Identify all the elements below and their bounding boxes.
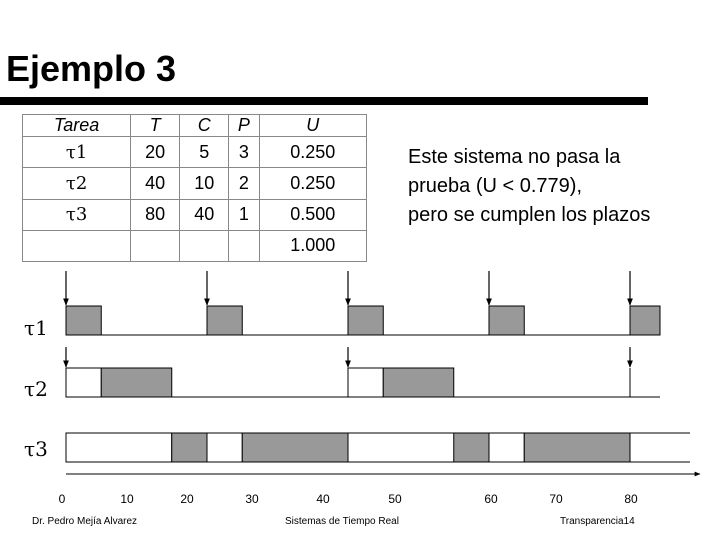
footer-author: Dr. Pedro Mejía Alvarez — [32, 516, 138, 527]
axis-tick-label: 30 — [245, 492, 259, 506]
axis-tick-label: 10 — [120, 492, 134, 506]
axis-tick-label: 20 — [180, 492, 194, 506]
idle-slot — [66, 433, 172, 462]
execution-block — [383, 368, 454, 397]
table-cell: 10 — [180, 168, 229, 199]
axis-tick-label: 80 — [624, 492, 638, 506]
table-cell: 80 — [131, 199, 180, 230]
slide-title: Ejemplo 3 — [6, 48, 177, 89]
table-cell: τ2 — [23, 168, 131, 199]
idle-slot — [348, 368, 383, 397]
execution-block — [348, 306, 383, 335]
execution-block — [454, 433, 489, 462]
footer-page: Transparencia14 — [560, 516, 635, 527]
header-computation: C — [180, 115, 229, 137]
axis-tick-label: 40 — [316, 492, 330, 506]
table-cell: 40 — [180, 199, 229, 230]
execution-block — [524, 433, 630, 462]
task-label: τ3 — [24, 437, 48, 461]
execution-block — [207, 306, 242, 335]
axis-tick-label: 50 — [388, 492, 402, 506]
total-utilization: 1.000 — [259, 230, 366, 261]
table-cell: 1 — [229, 199, 259, 230]
execution-block — [630, 306, 660, 335]
axis-tick-label: 70 — [549, 492, 563, 506]
idle-slot — [207, 433, 242, 462]
table-cell: 0.250 — [259, 168, 366, 199]
execution-block — [66, 306, 101, 335]
idle-slot — [489, 433, 524, 462]
header-utilization: U — [259, 115, 366, 137]
table-cell: 3 — [229, 137, 259, 168]
task-label: τ1 — [24, 316, 48, 340]
header-priority: P — [229, 115, 259, 137]
execution-block — [489, 306, 524, 335]
idle-slot — [66, 368, 101, 397]
table-cell: τ3 — [23, 199, 131, 230]
execution-block — [101, 368, 172, 397]
footer-course: Sistemas de Tiempo Real — [285, 516, 399, 527]
table-cell: τ1 — [23, 137, 131, 168]
execution-block — [242, 433, 348, 462]
table-cell: 20 — [131, 137, 180, 168]
table-cell: 0.250 — [259, 137, 366, 168]
note-line: prueba (U < 0.779), — [408, 175, 582, 197]
table-cell: 0.500 — [259, 199, 366, 230]
note-line: pero se cumplen los plazos — [408, 204, 651, 226]
table-cell: 2 — [229, 168, 259, 199]
table-cell: 40 — [131, 168, 180, 199]
note-line: Este sistema no pasa la — [408, 146, 621, 168]
header-task: Tarea — [23, 115, 131, 137]
task-label: τ2 — [24, 377, 48, 401]
table-cell: 5 — [180, 137, 229, 168]
header-period: T — [131, 115, 180, 137]
axis-tick-label: 60 — [484, 492, 498, 506]
axis-tick-label: 0 — [58, 492, 66, 506]
execution-block — [172, 433, 207, 462]
